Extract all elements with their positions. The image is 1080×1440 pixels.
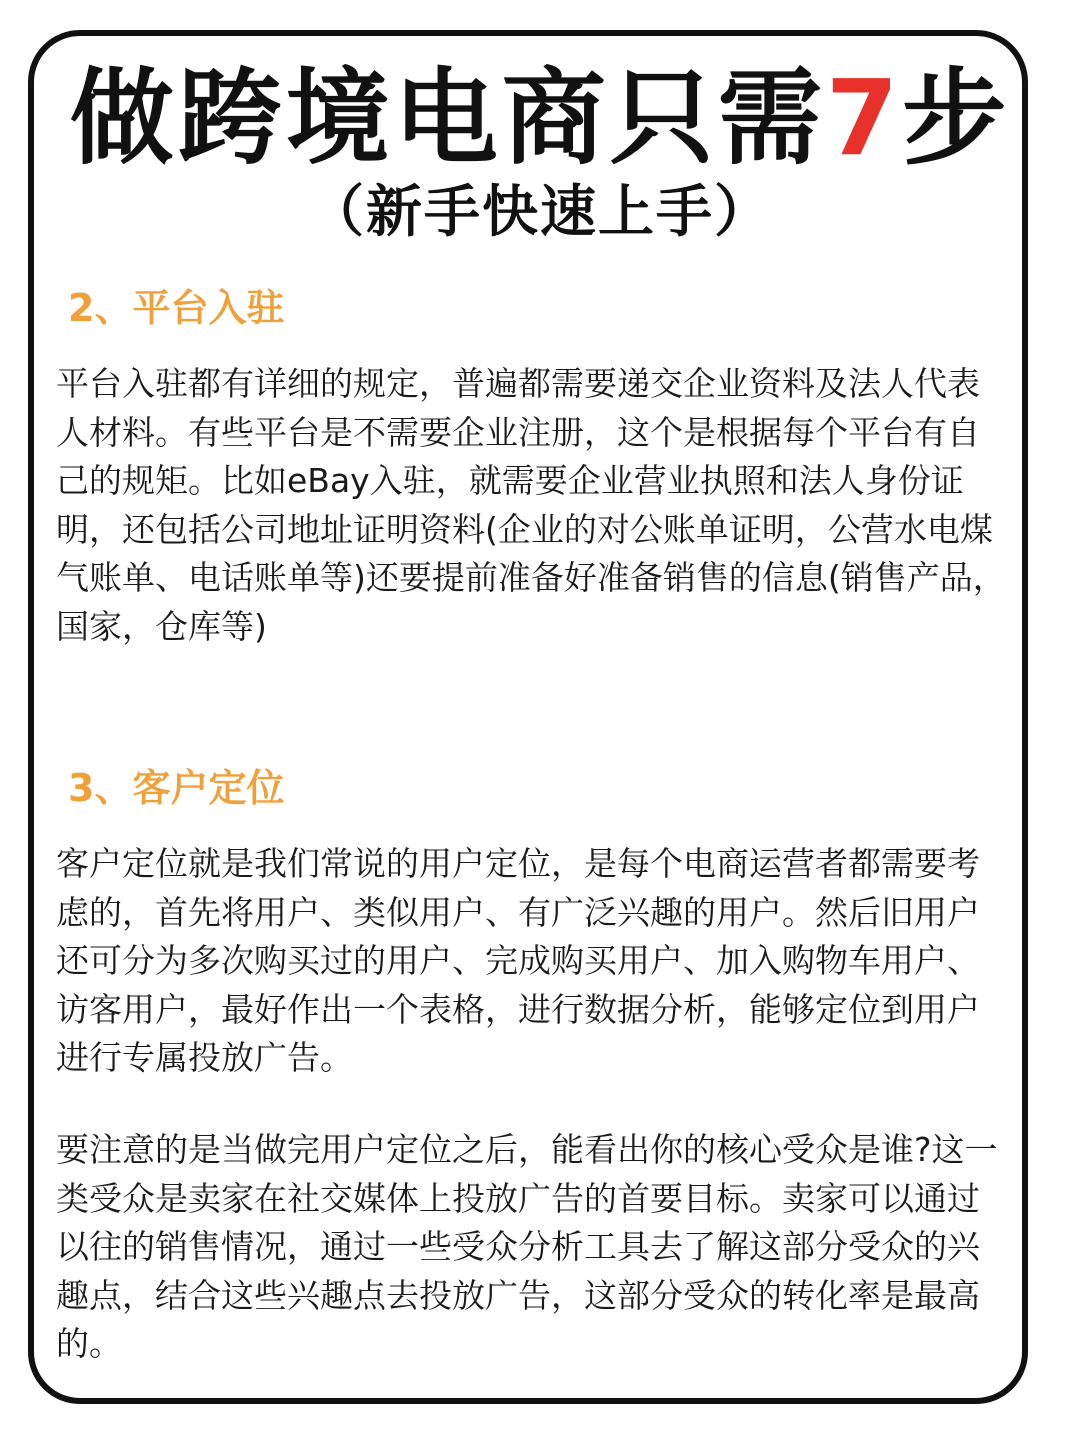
title-suffix: 步 (902, 57, 1011, 179)
section-paragraph-customer-positioning-2: 要注意的是当做完用户定位之后，能看出你的核心受众是谁?这一 类受众是卖家在社交媒体上投放广告的首要目标。卖家可以通过 以往的销售情况，通过一些受众分析工具去了解这部分受众的兴 趣点，结合这些兴趣点去投放广告，这部分受众的转化率是最高 的。 (56, 1130, 998, 1363)
section-heading-customer-positioning: 3、客户定位 (68, 766, 285, 810)
section-paragraph-platform-entry: 平台入驻都有详细的规定，普遍都需要递交企业资料及法人代表 人材料。有些平台是不需要企业注册，这个是根据每个平台有自 己的规矩。比如eBay入驻，就需要企业营业执照和法人身份证 明，还包括公司地址证明资料(企业的对公账单证明，公营水电煤 气账单、电话账单等)还要提前准备好准备销售的信息(销售产品， 国家，仓库等) (56, 364, 1006, 646)
title-step-number: 7 (825, 57, 903, 179)
page-subtitle: （新手快速上手） (308, 180, 772, 245)
section-heading-platform-entry: 2、平台入驻 (68, 286, 285, 330)
title-prefix: 做跨境电商只需 (69, 57, 826, 179)
page-title (0, 58, 1080, 178)
section-paragraph-customer-positioning-1: 客户定位就是我们常说的用户定位，是每个电商运营者都需要考 虑的，首先将用户、类似用户、有广泛兴趣的用户。然后旧用户 还可分为多次购买过的用户、完成购买用户、加入购物车用户、 访客用户，最好作出一个表格，进行数据分析，能够定位到用户 进行专属投放广告。 (56, 844, 980, 1077)
